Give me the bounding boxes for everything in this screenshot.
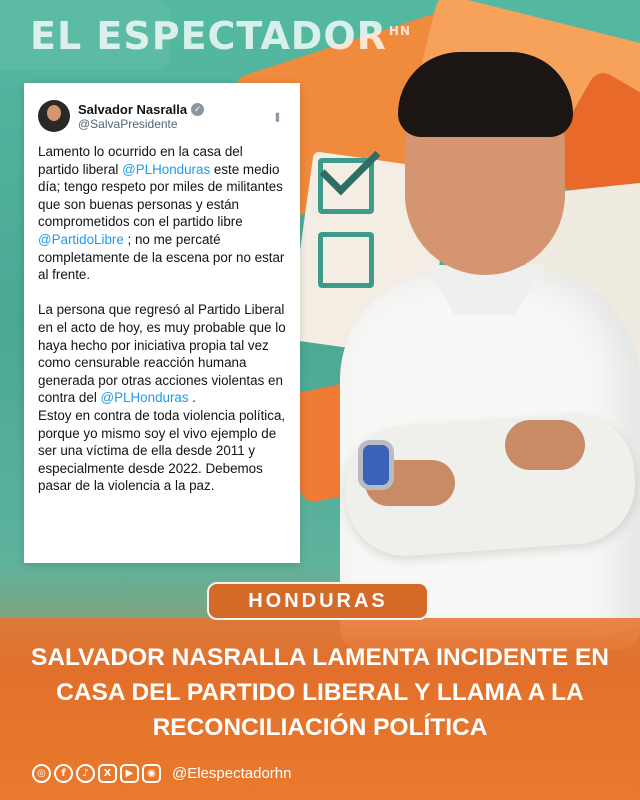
tweet-card <box>24 83 300 563</box>
tiktok-icon[interactable]: ♪ <box>76 764 95 783</box>
author-handle[interactable]: @SalvaPresidente <box>78 116 178 131</box>
social-handle[interactable]: @Elespectadorhn <box>172 765 292 782</box>
headline: SALVADOR NASRALLA LAMENTA INCIDENTE EN CASA DEL PARTIDO LIBERAL Y LLAMA A LA RECONCILIACIÓN POLÍTICA <box>31 644 609 741</box>
mention-link[interactable]: @PLHonduras <box>100 390 189 406</box>
brand-logo: EL ESPECTADOR $^{HN}$ <box>30 14 412 58</box>
youtube-icon[interactable]: ▶ <box>120 764 139 783</box>
wristwatch <box>358 440 394 490</box>
tweet-paragraph: Lamento lo ocurrido en la casa del partido liberal @PLHonduras este medio día; tengo respeto por miles de militantes que son buenas personas y están comprometidos con el partido libre @PartidoLibre ; no me percaté completamente de la escena por no estar al frente. <box>38 144 285 283</box>
tweet-header <box>38 95 286 137</box>
verified-badge-icon: ✓ <box>191 103 204 116</box>
avatar[interactable] <box>38 100 70 132</box>
instagram-icon[interactable]: ◉ <box>142 764 161 783</box>
tweet-paragraph: Estoy en contra de toda violencia política, porque yo mismo soy el vivo ejemplo de ser una víctima de ella desde 2011 y especialmente desde 2022. Debemos pasar de la violencia a la paz. <box>38 407 286 494</box>
facebook-icon[interactable]: f <box>54 764 73 783</box>
section-tag: HONDURAS <box>207 582 429 620</box>
x-icon[interactable]: X <box>98 764 117 783</box>
mention-link[interactable]: @PartidoLibre <box>38 231 124 247</box>
mention-link[interactable]: @PLHonduras <box>122 161 211 177</box>
portrait-photo <box>330 40 640 630</box>
globe-icon[interactable]: ◎ <box>32 764 51 783</box>
more-options-icon[interactable]: ••• <box>270 111 286 121</box>
author-name[interactable]: Salvador Nasralla ✓ <box>78 102 262 117</box>
social-footer <box>32 764 291 783</box>
tweet-paragraph: La persona que regresó al Partido Liberal en el acto de hoy, es muy probable que lo haya hecho por iniciativa propia tal vez como censurable reacción humana generada por otras acciones violentas en contra del @PLHonduras . <box>38 302 286 406</box>
tweet-text <box>38 143 286 495</box>
